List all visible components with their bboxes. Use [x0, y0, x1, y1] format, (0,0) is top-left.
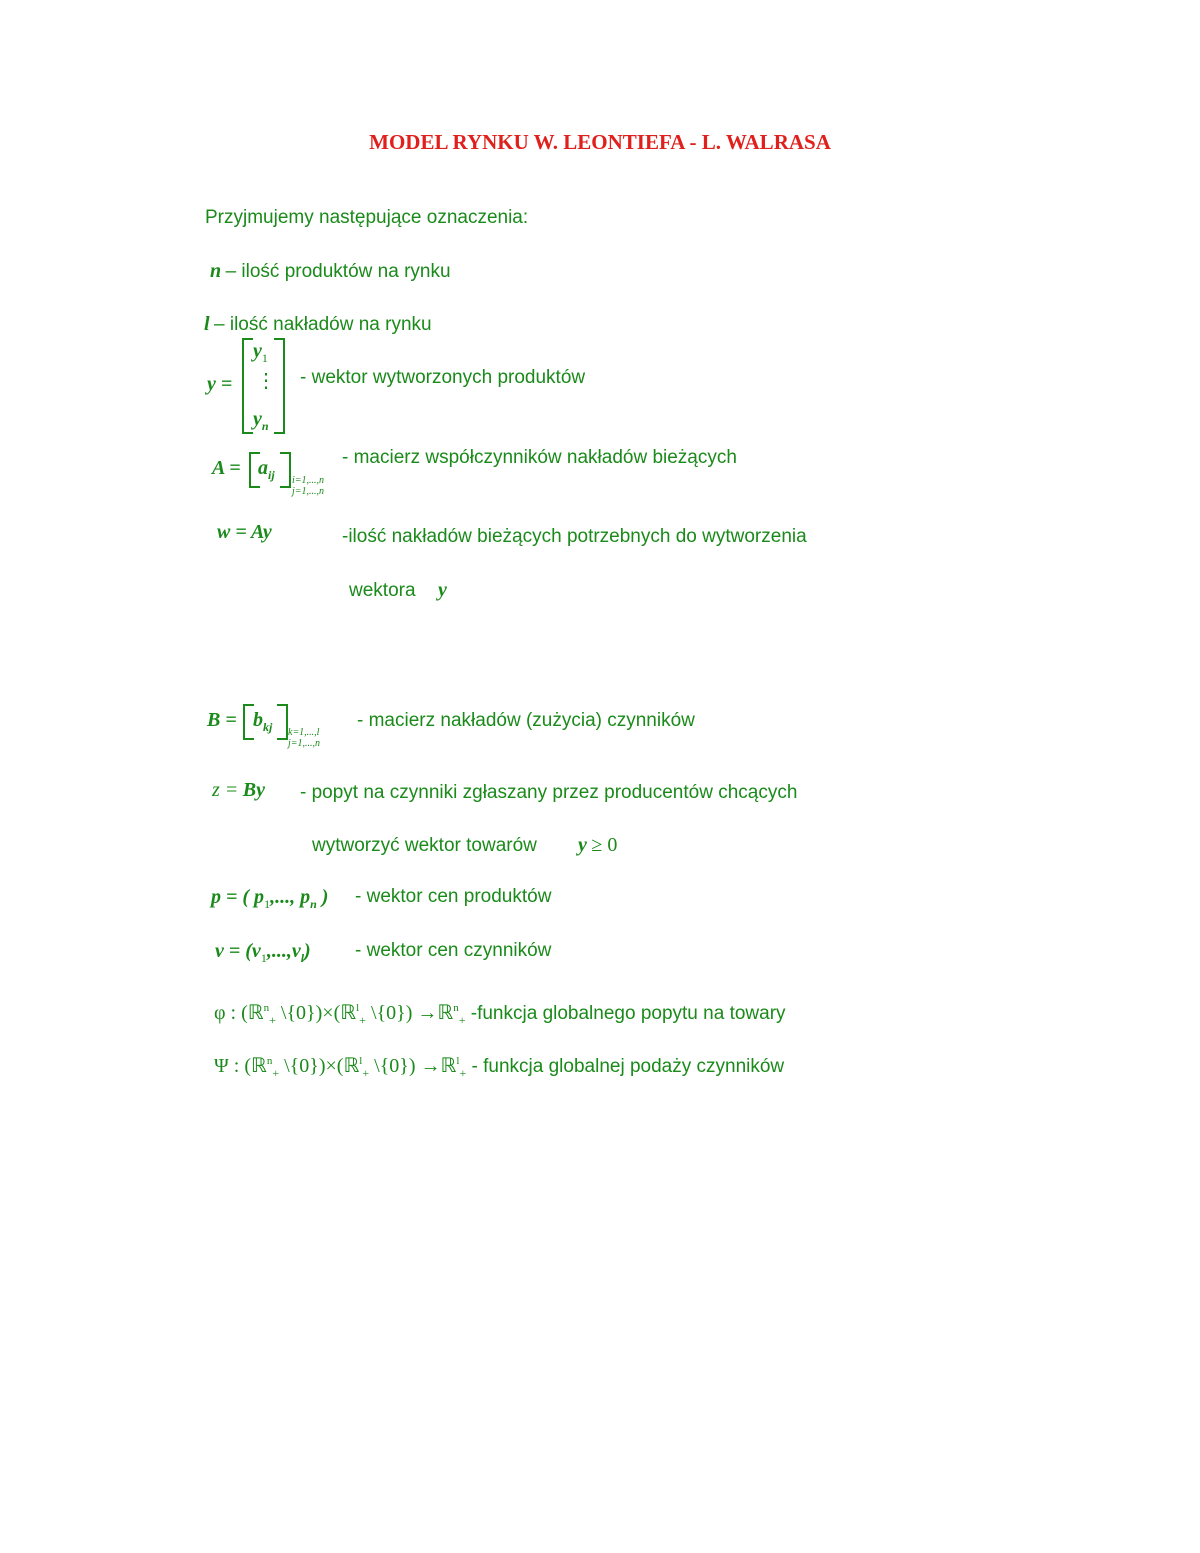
right-bracket	[277, 704, 288, 740]
formula-phi: φ : (ℝ$^n_+$ \{0})×(ℝ$^l_+$ \{0}) →ℝ$^n_+$	[214, 1002, 466, 1027]
definition-p-text: - wektor cen produktów	[355, 886, 552, 907]
vertical-dots: ⋮	[256, 370, 276, 392]
symbol-n: n	[210, 260, 222, 282]
definition-v-text: - wektor cen czynników	[355, 940, 552, 961]
matrix-B-lhs: B =	[207, 709, 237, 731]
definition-psi	[214, 1053, 784, 1081]
symbol-l: l	[204, 313, 210, 335]
page-title: MODEL RYNKU W. LEONTIEFA - L. WALRASA	[369, 130, 831, 154]
condition-y: y ≥ 0	[578, 834, 618, 856]
vector-y-lhs: y =	[207, 373, 233, 395]
intro-text: Przyjmujemy następujące oznaczenia:	[205, 207, 529, 228]
formula-w: w = Ay	[217, 521, 272, 543]
definition-A-text: - macierz współczynników nakładów bieżących	[342, 447, 737, 468]
definition-y-text: - wektor wytworzonych produktów	[300, 367, 586, 388]
definition-n-text: – ilość produktów na rynku	[225, 261, 451, 282]
definition-phi-text: -funkcja globalnego popytu na towary	[465, 1003, 786, 1024]
vector-y-top: $y_1$	[253, 340, 268, 365]
definition-w-text: -ilość nakładów bieżących potrzebnych do wytworzenia	[342, 526, 807, 547]
definition-l-text: – ilość nakładów na rynku	[214, 314, 432, 335]
matrix-B-element: $b_{kj}$	[253, 709, 273, 734]
definition-l	[204, 313, 432, 336]
right-bracket	[280, 452, 291, 488]
definition-z-text2: wytworzyć wektor towarów	[312, 835, 537, 856]
matrix-A-lhs: A =	[212, 457, 241, 479]
symbol-y: y	[438, 579, 447, 601]
left-bracket	[242, 338, 253, 434]
definition-z-text: - popyt na czynniki zgłaszany przez producentów chcących	[300, 782, 798, 803]
definition-B-text: - macierz nakładów (zużycia) czynników	[357, 710, 695, 731]
formula-z: z = By	[212, 779, 265, 801]
formula-p: p = ( $p_1$,..., $p_n$ )	[211, 886, 329, 911]
matrix-A-limits: i=1,...,n j=1,...,n	[292, 475, 325, 497]
formula-v: $v = (v_1,...,v_l)$	[215, 940, 311, 965]
formula-psi: Ψ : (ℝ$^n_+$ \{0})×(ℝ$^l_+$ \{0}) →ℝ$^l_+$	[214, 1055, 467, 1080]
definition-n	[210, 260, 451, 283]
definition-w-text2: wektora	[349, 580, 416, 601]
matrix-A-element: $a_{ij}$	[258, 457, 275, 482]
definition-phi	[214, 1000, 786, 1028]
definition-psi-text: - funkcja globalnej podaży czynników	[466, 1056, 785, 1077]
matrix-B-limits: k=1,...,l j=1,...,n	[288, 727, 321, 749]
vector-y-bottom: $y_n$	[253, 408, 269, 433]
